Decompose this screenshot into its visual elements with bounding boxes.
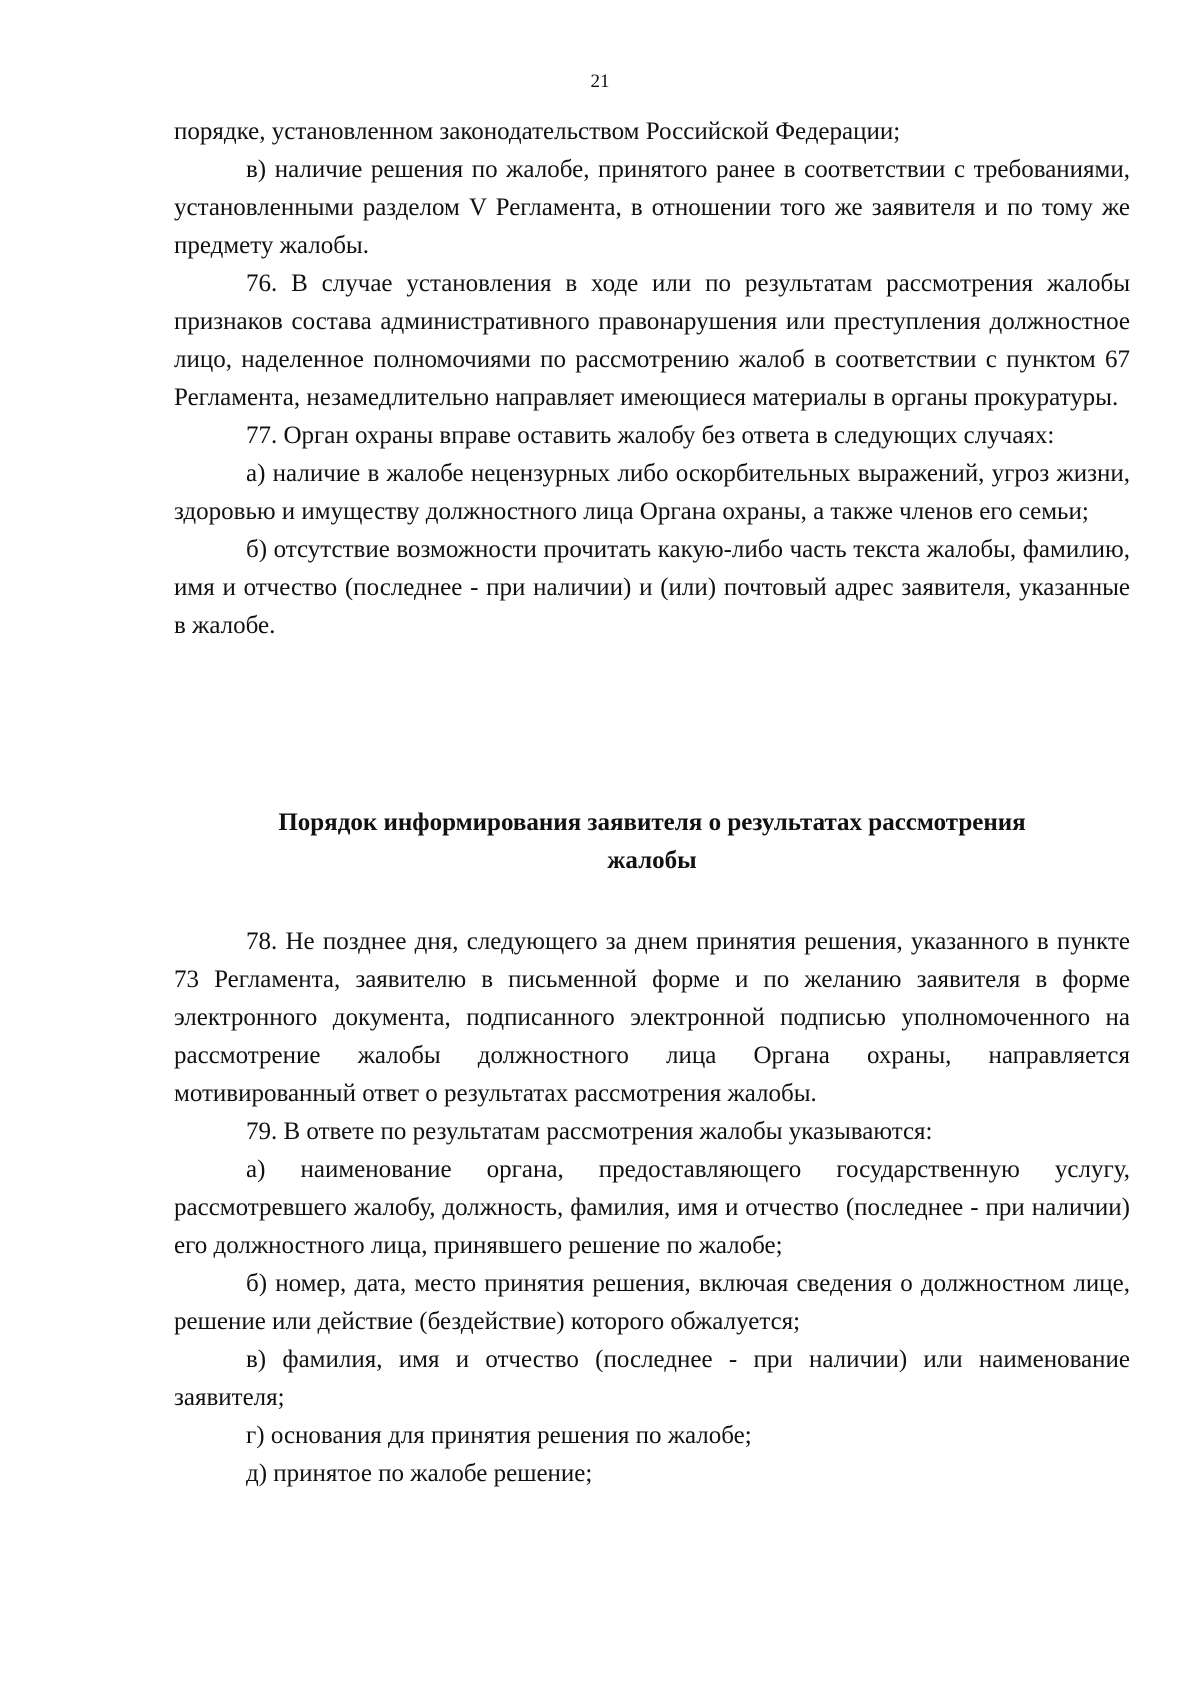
paragraph: 77. Орган охраны вправе оставить жалобу без ответа в следующих случаях: — [246, 422, 1055, 449]
text-block-top — [174, 113, 1130, 645]
paragraph: б) отсутствие возможности прочитать какую-либо часть текста жалобы, фамилию, имя и отчество (последнее - при наличии) и (или) почтовый адрес заявителя, указанные в жалобе. — [174, 536, 1130, 639]
paragraph: г) основания для принятия решения по жалобе; — [246, 1422, 752, 1449]
paragraph: а) наименование органа, предоставляющего государственную услугу, рассмотревшего жалобу, должность, фамилия, имя и отчество (последнее - при наличии) его должностного лица, принявшего решение по жалобе; — [174, 1156, 1130, 1259]
paragraph: в) фамилия, имя и отчество (последнее - при наличии) или наименование заявителя; — [174, 1346, 1130, 1411]
paragraph: б) номер, дата, место принятия решения, включая сведения о должностном лице, решение или действие (бездействие) которого обжалуется; — [174, 1270, 1130, 1335]
section-heading — [174, 804, 1130, 880]
paragraph: а) наличие в жалобе нецензурных либо оскорбительных выражений, угроз жизни, здоровью и имуществу должностного лица Органа охраны, а также членов его семьи; — [174, 460, 1130, 525]
paragraph: в) наличие решения по жалобе, принятого ранее в соответствии с требованиями, установленными разделом V Регламента, в отношении того же заявителя и по тому же предмету жалобы. — [174, 156, 1130, 259]
paragraph: 76. В случае установления в ходе или по результатам рассмотрения жалобы признаков состава административного правонарушения или преступления должностное лицо, наделенное полномочиями по рассмотрению жалоб в соответствии с пунктом 67 Регламента, незамедлительно направляет имеющиеся материалы в органы прокуратуры. — [174, 270, 1130, 411]
paragraph: д) принятое по жалобе решение; — [246, 1460, 593, 1487]
paragraph: 78. Не позднее дня, следующего за днем принятия решения, указанного в пункте 73 Регламента, заявителю в письменной форме и по желанию заявителя в форме электронного документа, подписанного электронной подписью уполномоченного на рассмотрение жалобы должностного лица Органа охраны, направляется мотивированный ответ о результатах рассмотрения жалобы. — [174, 928, 1130, 1107]
paragraph: порядке, установленном законодательством Российской Федерации; — [174, 118, 901, 145]
section-heading-line: жалобы — [607, 847, 697, 874]
text-block-bottom — [174, 923, 1130, 1493]
section-heading-line: Порядок информирования заявителя о результатах рассмотрения — [278, 809, 1026, 836]
page-number: 21 — [590, 71, 610, 92]
paragraph: 79. В ответе по результатам рассмотрения жалобы указываются: — [246, 1118, 933, 1145]
